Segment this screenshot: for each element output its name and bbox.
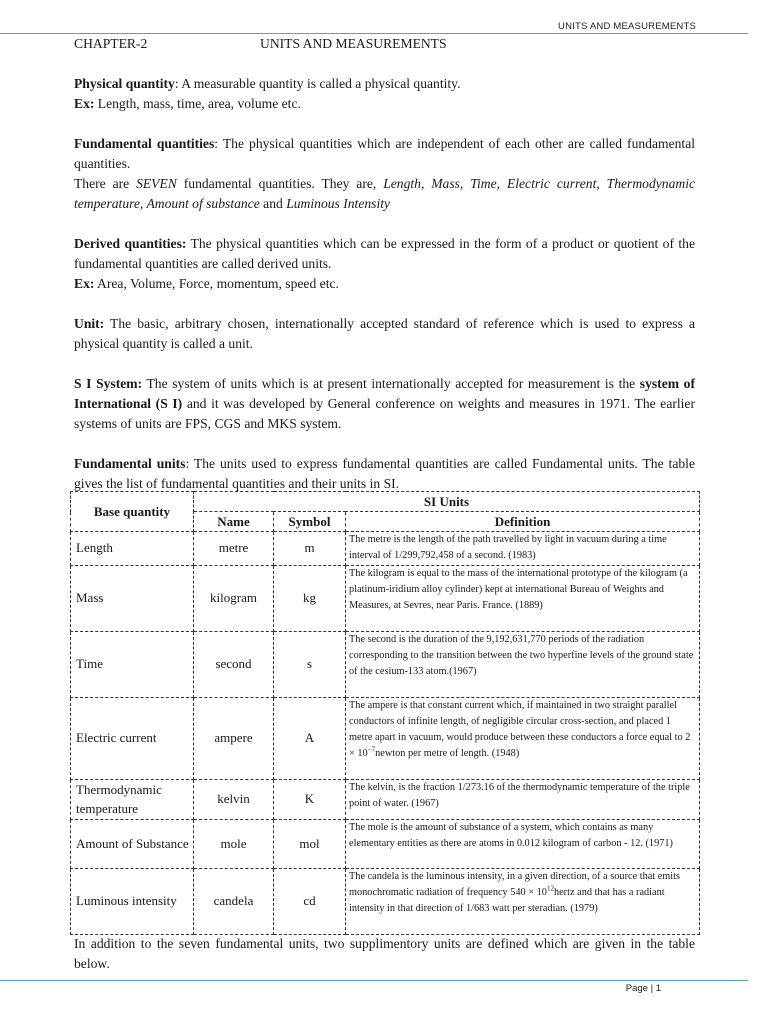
footer-rule <box>0 980 748 981</box>
table-row: Amount of Substance mole mol The mole is the amount of substance of a system, which contains as many elementary entities as there are atoms in 0.012 kilogram of carbon - 12. (1971) <box>71 819 700 868</box>
running-header: UNITS AND MEASUREMENTS <box>558 21 696 32</box>
table-row: Thermodynamic temperature kelvin K The kelvin, is the fraction 1/273.16 of the thermodynamic temperature of the triple point of water. (1967) <box>71 779 700 819</box>
physical-quantity-example: Ex: Length, mass, time, area, volume etc. <box>74 96 301 111</box>
chapter-number: CHAPTER-2 <box>74 36 148 51</box>
term: Fundamental units <box>74 456 186 471</box>
table-row: Electric current ampere A The ampere is that constant current which, if maintained in two straight parallel conductors of infinite length, of negligible circular cross-section, and placed 1 metre apart in vacuum, would produce between these conductors a force equal to $2 \times 10^{-7}newton$ per metre of length. (1948) <box>71 697 700 779</box>
term: Unit: <box>74 316 105 331</box>
table-row: Mass kilogram kg The kilogram is equal to the mass of the international prototype of the kilogram (a platinum-iridium alloy cylinder) kept at international Bureau of Weights and Measures, at Sevres, near Paris. France. (1889) <box>71 565 700 631</box>
si-units-table <box>70 491 700 935</box>
term: Derived quantities: <box>74 236 187 251</box>
fundamental-quantities-list: There are SEVEN fundamental quantities. They are, Length, Mass, Time, Electric current, Thermodynamic temperature, Amount of substance and Luminous Intensity <box>74 176 696 211</box>
definition-header: Definition <box>346 512 700 532</box>
symbol-header: Symbol <box>274 512 346 532</box>
table-row: Luminous intensity candela cd The candela is the luminous intensity, in a given direction, of a source that emits monochromatic radiation of frequency $540 \times 10^{12}hertz$ and that has a radiant intensity in that direction of 1/683 watt per steradian. (1979) <box>71 868 700 934</box>
page-body <box>74 34 695 494</box>
table-row: Time second s The second is the duration of the 9,192,631,770 periods of the radiation corresponding to the transition between the two hyperfine levels of the ground state of the cesium-133 atom.(1967) <box>71 631 700 697</box>
term: Physical quantity <box>74 76 175 91</box>
page-number: Page | 1 <box>625 983 661 994</box>
derived-quantities-paragraph: Derived quantities: The physical quantities which can be expressed in the form of a product or quotient of the fundamental quantities are called derived units. <box>74 236 695 271</box>
table-row: Length metre m The metre is the length of the path travelled by light in vacuum during a time interval of 1/299,792,458 of a second. (1983) <box>71 532 700 566</box>
fundamental-quantities-paragraph: Fundamental quantities: The physical quantities which are independent of each other are called fundamental quantities. <box>74 136 696 171</box>
term: Fundamental quantities <box>74 136 215 151</box>
table-header-row <box>71 492 700 512</box>
fundamental-units-paragraph: Fundamental units: The units used to express fundamental quantities are called Fundamental units. The table gives the list of fundamental quantities and their units in SI. <box>74 456 695 491</box>
name-header: Name <box>194 512 274 532</box>
si-units-header: SI Units <box>194 492 700 512</box>
base-quantity-header: Base quantity <box>71 492 194 532</box>
after-table-paragraph: In addition to the seven fundamental units, two supplimentory units are defined which are given in the table below. <box>74 936 695 971</box>
chapter-heading <box>74 34 695 54</box>
physical-quantity-paragraph: Physical quantity: A measurable quantity is called a physical quantity. <box>74 76 461 91</box>
derived-quantities-example: Ex: Area, Volume, Force, momentum, speed etc. <box>74 276 339 291</box>
unit-paragraph: Unit: The basic, arbitrary chosen, internationally accepted standard of reference which is used to express a physical quantity is called a unit. <box>74 316 695 351</box>
chapter-title: UNITS AND MEASUREMENTS <box>260 36 447 51</box>
si-system-paragraph: S I System: The system of units which is at present internationally accepted for measurement is the system of International (S I) and it was developed by General conference on weights and measures in 1971. The earlier systems of units are FPS, CGS and MKS system. <box>74 376 695 431</box>
term: S I System: <box>74 376 143 391</box>
